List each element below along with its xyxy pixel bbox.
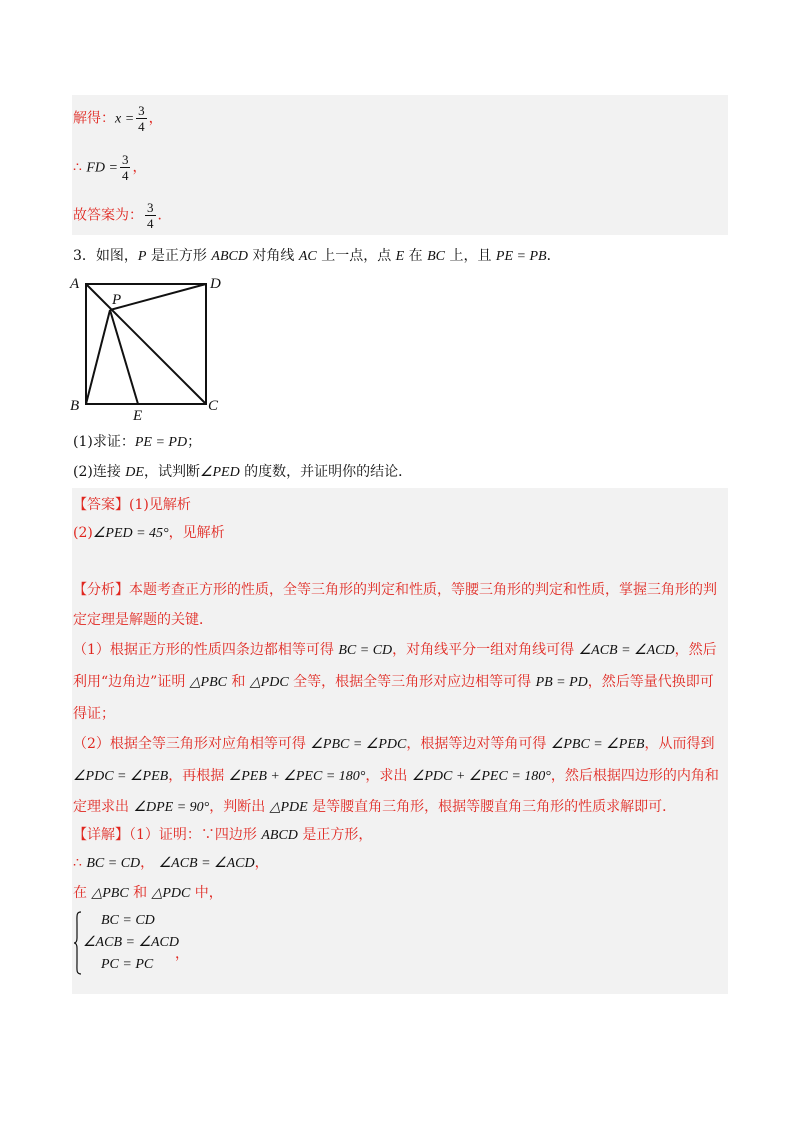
analysis-text: （1）根据正方形的性质四条边都相等可得 (73, 642, 339, 658)
analysis-text: （2）根据全等三角形对应角相等可得 (73, 736, 311, 752)
question-text: 的度数，并证明你的结论． (239, 464, 413, 480)
answer-tag: 【答案】 (73, 497, 129, 513)
math-expr: ∠PEB + ∠PEC = 180° (228, 769, 366, 784)
label-d: D (210, 276, 221, 292)
math-expr: PE = PB (495, 249, 547, 264)
math-expr: BC = CD (338, 643, 393, 658)
label-e: E (133, 408, 143, 422)
math-expr: △PDC (249, 675, 289, 690)
analysis-text: ，再根据 (168, 768, 229, 784)
analysis-text: 定定理是解题的关键． (73, 612, 213, 628)
fraction-denominator: 4 (147, 216, 154, 231)
problem-statement (73, 246, 561, 267)
problem-text: 上一点，点 (316, 248, 396, 264)
fraction (136, 103, 147, 134)
equation-system (73, 910, 213, 976)
segment-pe (110, 310, 138, 404)
fraction (120, 152, 131, 183)
analysis-text: 是等腰直角三角形，根据等腰直角三角形的性质求解即可． (307, 799, 677, 815)
solution-line-2 (73, 152, 146, 183)
label-a: A (70, 276, 80, 292)
analysis-text: 全等，根据全等三角形对应边相等可得 (288, 674, 536, 690)
detail-text: 在 (73, 885, 92, 901)
detail-text: （1）证明：∵四边形 (129, 827, 262, 843)
answer-line-2 (73, 523, 225, 544)
label-c: C (208, 398, 219, 414)
analysis-text: ，求出 (365, 768, 412, 784)
segment-pd (110, 284, 206, 310)
answer-text: (2) (73, 525, 93, 541)
analysis-tag: 【分析】 (73, 582, 129, 598)
problem-text: 3．如图， (73, 248, 138, 264)
question-text: (2)连接 (73, 464, 126, 480)
math-expr: ∠PDC + ∠PEC = 180° (411, 769, 551, 784)
label-b: B (70, 398, 80, 414)
analysis-line-2 (73, 610, 213, 630)
analysis-text: 得证； (73, 706, 115, 722)
solution-text: ， (148, 110, 163, 127)
question-2 (73, 462, 412, 483)
math-expr: ∠PED (199, 465, 240, 480)
analysis-line-8 (73, 797, 676, 818)
math-expr: △PBC (91, 886, 129, 901)
analysis-text: ，对角线平分一组对角线可得 (392, 642, 579, 658)
analysis-text: ，从而得到 (644, 736, 715, 752)
system-suffix: ， (175, 947, 189, 962)
problem-text: 上，且 (445, 248, 496, 264)
solution-text: 故答案为： (73, 207, 143, 224)
math-expr: ∠PED = 45° (92, 526, 169, 541)
solution-line-3 (73, 200, 172, 231)
analysis-text: ，然后根据四边形的内角和 (550, 768, 719, 784)
analysis-line-1 (73, 580, 717, 600)
math-expr: ∠PBC = ∠PEB (550, 737, 645, 752)
analysis-line-5 (73, 704, 115, 724)
detail-text: ， (254, 855, 269, 871)
analysis-text: 和 (226, 674, 250, 690)
analysis-line-4 (73, 672, 714, 693)
detail-line-1 (73, 825, 372, 846)
answer-line-1 (73, 495, 191, 515)
detail-line-3 (73, 883, 223, 904)
question-text: (1)求证： (73, 434, 135, 450)
math-expr: △PDC (151, 886, 191, 901)
detail-line-2 (73, 853, 269, 874)
solution-line-1 (73, 103, 163, 134)
fraction-numerator: 3 (138, 103, 145, 118)
analysis-text: 本题考查正方形的性质，全等三角形的判定和性质，等腰三角形的判定和性质，掌握三角形的判 (129, 582, 717, 598)
fraction-numerator: 3 (147, 200, 154, 215)
math-expr: E (395, 249, 405, 264)
detail-text: 和 (128, 885, 152, 901)
math-expr: ABCD (261, 828, 298, 843)
math-expr: △PBC (189, 675, 227, 690)
math-expr: BC = CD (86, 856, 141, 871)
solution-text: ． (157, 207, 172, 224)
analysis-text: ，然后 (674, 642, 717, 658)
analysis-line-3 (73, 640, 717, 661)
detail-text: 中， (190, 885, 223, 901)
fraction-denominator: 4 (138, 119, 145, 134)
detail-text: 是正方形， (297, 827, 373, 843)
math-expr: FD = (86, 160, 118, 176)
system-row-2: ∠ACB = ∠ACD (83, 935, 179, 950)
math-expr: x = (115, 111, 135, 127)
math-expr: DE (125, 465, 144, 480)
analysis-line-6 (73, 734, 714, 755)
detail-tag: 【详解】 (73, 827, 129, 843)
analysis-text: ，根据等边对等角可得 (406, 736, 551, 752)
answer-text: (1)见解析 (129, 497, 191, 513)
math-expr: PB = PD (535, 675, 588, 690)
label-p: P (112, 292, 122, 308)
solution-text: 解得： (73, 110, 115, 127)
analysis-text: 定理求出 (73, 799, 134, 815)
fraction (145, 200, 156, 231)
math-expr: ∠ACB = ∠ACD (578, 643, 675, 658)
problem-text: ． (546, 248, 561, 264)
diagonal-ac (86, 284, 206, 404)
system-row-3: PC = PC (101, 957, 154, 972)
math-expr: △PDE (269, 800, 308, 815)
math-expr: ABCD (211, 249, 248, 264)
problem-text: 是正方形 (146, 248, 212, 264)
fraction-denominator: 4 (121, 168, 129, 183)
math-expr: AC (298, 249, 317, 264)
geometry-diagram (68, 272, 238, 422)
system-row-1: BC = CD (101, 913, 155, 928)
answer-text: ，见解析 (168, 525, 225, 541)
analysis-text: ，判断出 (209, 799, 270, 815)
question-text: ； (187, 434, 202, 450)
analysis-text: ，然后等量代换即可 (587, 674, 714, 690)
question-text: ，试判断 (143, 464, 200, 480)
therefore-symbol: ∴ (73, 159, 87, 176)
solution-text: ， (132, 159, 147, 176)
therefore-symbol: ∴ (73, 855, 87, 871)
problem-text: 在 (404, 248, 428, 264)
analysis-line-7 (73, 766, 719, 787)
math-expr: ∠PDC = ∠PEB (73, 769, 169, 784)
math-expr: P (137, 249, 147, 264)
problem-text: 对角线 (247, 248, 299, 264)
question-1 (73, 432, 201, 453)
math-expr: ∠PBC = ∠PDC (310, 737, 407, 752)
math-expr: ∠ACB = ∠ACD (158, 856, 255, 871)
analysis-text: 利用“边角边”证明 (73, 674, 190, 690)
math-expr: BC (427, 249, 446, 264)
detail-text: ， (140, 855, 159, 871)
segment-pb (86, 310, 110, 404)
math-expr: PE = PD (134, 435, 188, 450)
fraction-numerator: 3 (121, 152, 129, 167)
math-expr: ∠DPE = 90° (133, 800, 210, 815)
left-brace-icon (73, 910, 83, 976)
